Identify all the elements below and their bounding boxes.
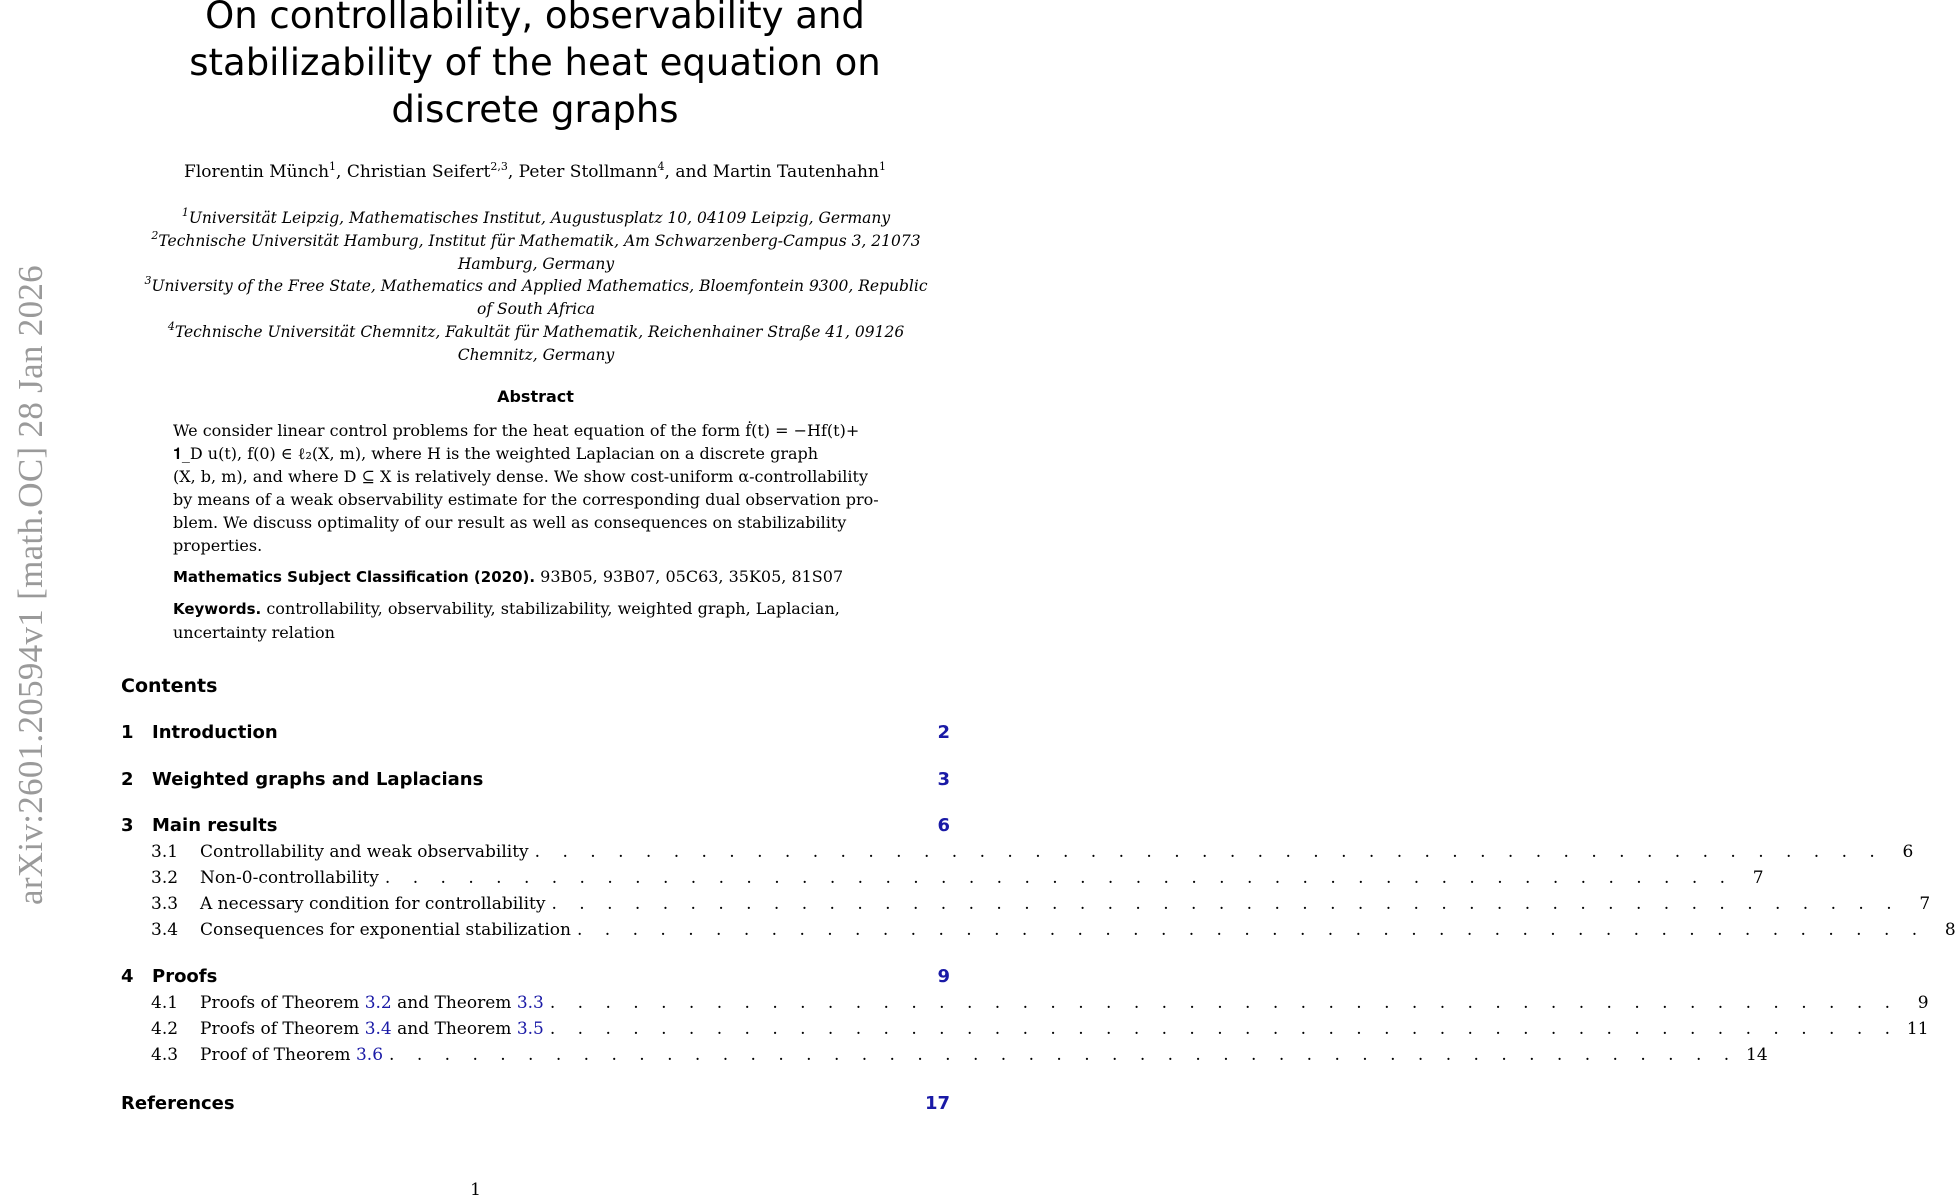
- toc-subsection-title[interactable]: [200, 1019, 550, 1039]
- toc-subsection[interactable]: [151, 1019, 1929, 1043]
- author-name: Florentin Münch: [184, 162, 330, 182]
- msc-label: Mathematics Subject Classification (2020).: [173, 568, 536, 586]
- affiliation-sup: 4: [167, 319, 175, 333]
- toc-page-link[interactable]: 3: [937, 769, 950, 790]
- affiliation-line: [120, 207, 952, 230]
- theorem-ref-link[interactable]: 3.6: [355, 1045, 384, 1065]
- affiliation-line: [120, 275, 952, 298]
- abstract-line: blem. We discuss optimality of our result as well as consequences on stabilizability: [173, 513, 847, 532]
- author-separator: ,: [507, 162, 519, 182]
- author-separator: , and: [664, 162, 713, 182]
- toc-page-number[interactable]: 7: [1919, 894, 1931, 914]
- dot-leader: . . . . . . . . . . . . . . . . . . . . . . . . . . . . . . . . . . . . . . . . . . . . . . . . .: [576, 920, 1926, 940]
- toc-subsection-title[interactable]: Consequences for exponential stabilization: [200, 920, 571, 940]
- dot-leader: . . . . . . . . . . . . . . . . . . . . . . . . . . . . . . . . . . . . . . . . . . . . . . . . .: [384, 868, 1734, 888]
- abstract-line: by means of a weak observability estimate for the corresponding dual observation pro-: [173, 490, 879, 509]
- affiliation-sup: 1: [181, 206, 189, 219]
- toc-section[interactable]: [121, 769, 950, 795]
- contents-heading: Contents: [121, 675, 218, 697]
- toc-title-text: and Theorem: [391, 993, 517, 1013]
- dot-leader: . . . . . . . . . . . . . . . . . . . . . . . . . . . . . . . . . . . . . . . . . . . . . . . . .: [389, 1045, 1738, 1065]
- affiliation-text: University of the Free State, Mathematics and Applied Mathematics, Bloemfontein 9300, Republic: [151, 277, 928, 296]
- theorem-ref-link[interactable]: 3.3: [516, 993, 544, 1013]
- affiliations: [120, 207, 952, 367]
- toc-section[interactable]: [121, 815, 950, 841]
- affiliation-sup: 3: [144, 274, 152, 288]
- toc-subsection[interactable]: [151, 920, 1956, 944]
- toc-section-title[interactable]: Weighted graphs and Laplacians: [152, 769, 484, 790]
- author-affil-sup: 4: [657, 160, 665, 173]
- abstract-line: (X, b, m), and where D ⊆ X is relatively dense. We show cost-uniform α-controllability: [173, 467, 868, 486]
- toc-subsection[interactable]: [151, 1045, 1768, 1069]
- affiliation-text: Technische Universität Chemnitz, Fakultät für Mathematik, Reichenhainer Straße 41, 09126: [174, 322, 905, 341]
- dot-leader: . . . . . . . . . . . . . . . . . . . . . . . . . . . . . . . . . . . . . . . . . . . . . . . . .: [551, 894, 1901, 914]
- toc-subsection-number: 3.3: [151, 894, 179, 914]
- dot-leader: . . . . . . . . . . . . . . . . . . . . . . . . . . . . . . . . . . . . . . . . . . . . . . . . .: [534, 842, 1884, 862]
- toc-page-number[interactable]: 11: [1906, 1019, 1929, 1039]
- author-affil-sup: 1: [329, 160, 337, 173]
- author-affil-sup: 2,3: [490, 160, 508, 173]
- affiliation-text: Universität Leipzig, Mathematisches Institut, Augustusplatz 10, 04109 Leipzig, Germany: [188, 209, 891, 227]
- toc-subsection[interactable]: [151, 894, 1931, 918]
- arxiv-stamp: arXiv:2601.20594v1 [math.OC] 28 Jan 2026: [11, 265, 50, 905]
- toc-section-number: 1: [121, 722, 134, 743]
- theorem-ref-link[interactable]: 3.2: [364, 993, 392, 1013]
- toc-title-text: Proofs of Theorem: [200, 993, 365, 1013]
- abstract-heading: Abstract: [497, 387, 574, 406]
- toc-section-title[interactable]: Introduction: [152, 722, 278, 743]
- toc-page-link[interactable]: 2: [937, 722, 950, 743]
- dot-leader: . . . . . . . . . . . . . . . . . . . . . . . . . . . . . . . . . . . . . . . . . . . . . . . . .: [549, 1019, 1899, 1039]
- author-separator: ,: [336, 162, 347, 182]
- toc-subsection[interactable]: [151, 842, 1914, 866]
- abstract-line: We consider linear control problems for the heat equation of the form ḟ(t) = −Hf(t)+: [173, 421, 860, 440]
- toc-section-number: 2: [121, 769, 134, 790]
- title-line: stabilizability of the heat equation on: [189, 41, 881, 84]
- toc-section-title[interactable]: Proofs: [152, 966, 218, 987]
- page-number: 1: [470, 1180, 481, 1200]
- toc-subsection-title[interactable]: Non-0-controllability: [200, 868, 379, 888]
- toc-references-title[interactable]: References: [121, 1093, 235, 1114]
- abstract-line: 𝟏_D u(t), f(0) ∈ ℓ₂(X, m), where H is the weighted Laplacian on a discrete graph: [173, 444, 819, 463]
- theorem-ref-link[interactable]: 3.5: [516, 1019, 544, 1039]
- author-name: Peter Stollmann: [518, 162, 658, 182]
- author-name: Christian Seifert: [346, 162, 491, 182]
- toc-section-title[interactable]: Main results: [152, 815, 278, 836]
- toc-section[interactable]: [121, 722, 950, 748]
- toc-subsection-title[interactable]: Controllability and weak observability: [200, 842, 529, 862]
- affiliation-line: [120, 321, 952, 344]
- toc-subsection[interactable]: [151, 993, 1929, 1017]
- affiliation-line: of South Africa: [476, 300, 595, 319]
- toc-subsection-number: 4.2: [151, 1019, 179, 1039]
- keywords: [173, 597, 898, 644]
- toc-subsection-number: 4.3: [151, 1045, 179, 1065]
- author-name: Martin Tautenhahn: [712, 162, 879, 182]
- keywords-label: Keywords.: [173, 600, 262, 618]
- toc-references[interactable]: [121, 1093, 950, 1119]
- paper-title: [120, 0, 950, 133]
- toc-subsection-title[interactable]: A necessary condition for controllability: [200, 894, 546, 914]
- toc-subsection-number: 4.1: [151, 993, 179, 1013]
- toc-page-number[interactable]: 8: [1944, 920, 1956, 940]
- toc-section-number: 3: [121, 815, 134, 836]
- msc-value: 93B05, 93B07, 05C63, 35K05, 81S07: [540, 567, 844, 586]
- affiliation-line: Hamburg, Germany: [457, 254, 615, 273]
- theorem-ref-link[interactable]: 3.4: [364, 1019, 392, 1039]
- affiliation-line: [120, 230, 952, 253]
- toc-page-number[interactable]: 7: [1752, 868, 1764, 888]
- affiliation-sup: 2: [151, 228, 159, 242]
- toc-page-link[interactable]: 6: [937, 815, 950, 836]
- toc-title-text: Proofs of Theorem: [200, 1019, 365, 1039]
- toc-subsection-number: 3.4: [151, 920, 179, 940]
- toc-subsection-number: 3.2: [151, 868, 179, 888]
- toc-page-link[interactable]: 17: [924, 1093, 950, 1114]
- toc-subsection-title[interactable]: [200, 1045, 389, 1065]
- title-line: discrete graphs: [391, 88, 679, 131]
- toc-subsection-number: 3.1: [151, 842, 179, 862]
- toc-section[interactable]: [121, 966, 950, 992]
- author-list: [120, 162, 950, 182]
- dot-leader: . . . . . . . . . . . . . . . . . . . . . . . . . . . . . . . . . . . . . . . . . . . . . . . . .: [549, 993, 1899, 1013]
- abstract-body: [173, 419, 898, 557]
- msc-classification: [173, 565, 898, 589]
- toc-title-text: Proof of Theorem: [200, 1045, 356, 1065]
- toc-page-number[interactable]: 6: [1902, 842, 1914, 862]
- affiliation-text: Technische Universität Hamburg, Institut für Mathematik, Am Schwarzenberg-Campus 3, 21073: [158, 231, 921, 250]
- abstract-line: properties.: [173, 536, 263, 555]
- affiliation-line: Chemnitz, Germany: [457, 345, 615, 364]
- toc-subsection[interactable]: [151, 868, 1764, 892]
- author-affil-sup: 1: [878, 160, 886, 173]
- toc-section-number: 4: [121, 966, 134, 987]
- toc-subsection-title[interactable]: [200, 993, 550, 1013]
- keywords-value: controllability, observability, stabilizability, weighted graph, Laplacian, uncertainty relation: [173, 599, 840, 642]
- toc-title-text: and Theorem: [391, 1019, 517, 1039]
- toc-page-link[interactable]: 9: [937, 966, 950, 987]
- title-line: On controllability, observability and: [205, 0, 865, 37]
- toc-page-number[interactable]: 14: [1746, 1045, 1768, 1065]
- toc-page-number[interactable]: 9: [1917, 993, 1929, 1013]
